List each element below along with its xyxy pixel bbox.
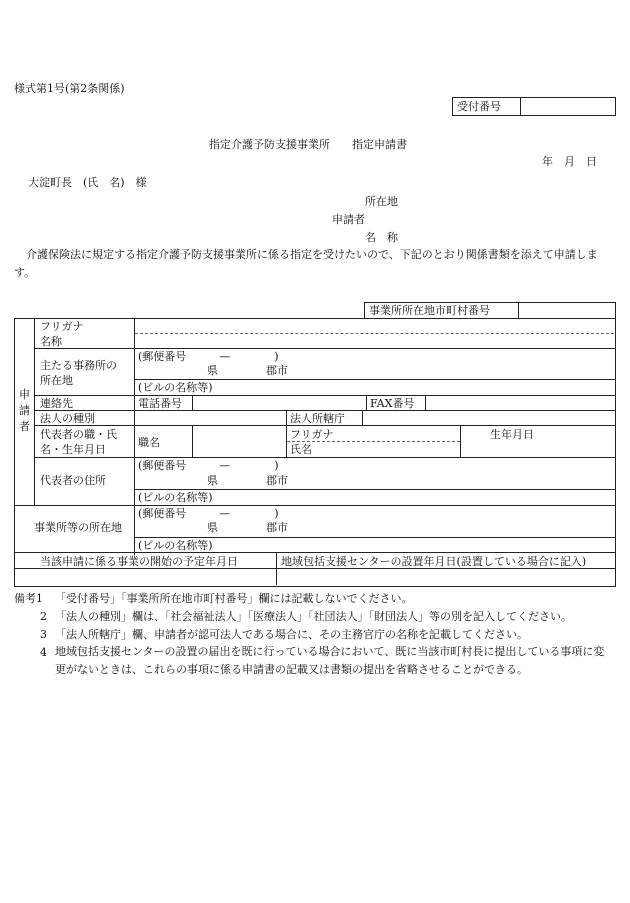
row-line-corp-type [34, 425, 615, 426]
applicant-vertical-label: 申請者 [19, 388, 30, 433]
corp-authority-label: 法人所轄庁 [290, 412, 345, 425]
main-office-pref: 県 [207, 364, 218, 377]
row-line-dates-header [14, 568, 615, 569]
name-label: 名称 [40, 335, 62, 348]
note-4: 地域包括支援センターの設置の届出を既に行っている場合において、既に当該市町村長に提出している事項に変更がないときは、これらの事項に係る申請書の記載又は書類の提出を省略させることができる。 [55, 645, 605, 676]
row-line-name [34, 348, 615, 349]
corp-type-label: 法人の種別 [40, 412, 95, 425]
document-title: 指定介護予防支援事業所 指定申請書 [209, 138, 407, 151]
corp-type-field[interactable] [136, 411, 284, 424]
receipt-divider [520, 97, 521, 116]
rep-label-line1: 代表者の職・氏 [40, 428, 117, 441]
rep-address-postal: (郵便番号 — ) [138, 459, 279, 472]
applicant-name-label: 名 称 [365, 231, 398, 244]
rep-furigana-label: フリガナ [290, 428, 334, 441]
label-column-divider [134, 318, 135, 555]
start-date-label: 当該申請に係る事業の開始の予定年月日 [40, 555, 238, 568]
main-office-building-line [134, 379, 615, 380]
muni-code-field[interactable] [519, 303, 613, 317]
rep-address-building-line [134, 489, 615, 490]
fax-divider-left [366, 395, 367, 410]
corp-authority-divider [286, 410, 287, 457]
addressee: 大淀町長 (氏 名) 様 [28, 176, 147, 189]
birth-divider [460, 425, 461, 457]
office-location-city: 郡市 [266, 521, 288, 534]
furigana-label: フリガナ [40, 320, 84, 333]
muni-code-label: 事業所所在地市町村番号 [369, 304, 490, 317]
row-line-office-location [14, 552, 615, 553]
note-3-label: 3 [40, 628, 47, 641]
start-date-field[interactable] [16, 570, 274, 584]
office-location-building: (ビルの名称等) [138, 539, 213, 552]
job-title-divider [192, 425, 193, 457]
corp-authority-field[interactable] [364, 411, 613, 424]
form-number: 様式第1号(第2条関係) [14, 82, 125, 95]
note-1-label: 備考1 [14, 592, 43, 605]
office-location-label: 事業所等の所在地 [34, 521, 122, 534]
row-line-rep-address [14, 505, 615, 506]
intro-paragraph: 介護保険法に規定する指定介護予防支援事業所に係る指定を受けたいので、下記のとおり関係書類を添えて申請します。 [14, 248, 598, 279]
applicant-address-label: 所在地 [365, 195, 398, 208]
applicant-column-divider [34, 318, 35, 505]
note-4-label: 4 [40, 646, 47, 659]
rep-label-line2: 名・生年月日 [40, 443, 106, 456]
dates-divider [276, 552, 277, 585]
main-office-city: 郡市 [266, 364, 288, 377]
receipt-number-label: 受付番号 [457, 100, 501, 113]
main-office-postal: (郵便番号 — ) [138, 350, 279, 363]
note-1: 「受付番号」「事業所所在地市町村番号」欄には記載しないでください。 [55, 592, 413, 605]
date-line: 年 月 日 [542, 155, 597, 168]
rep-furigana-divider [287, 441, 460, 442]
receipt-number-field[interactable] [522, 98, 613, 114]
furigana-field[interactable] [136, 319, 613, 332]
fax-field[interactable] [427, 396, 613, 409]
main-office-label-line2: 所在地 [40, 374, 73, 387]
office-location-pref: 県 [207, 521, 218, 534]
office-location-building-line [134, 537, 615, 538]
phone-label: 電話番号 [138, 397, 182, 410]
job-title-label: 職名 [138, 436, 160, 449]
row-line-representative [34, 457, 615, 458]
main-office-building: (ビルの名称等) [138, 381, 213, 394]
applicant-label: 申請者 [332, 213, 365, 226]
center-date-field[interactable] [278, 570, 613, 584]
note-2-label: 2 [40, 610, 47, 623]
corp-authority-field-divider [362, 410, 363, 425]
note-3: 「法人所轄庁」欄、申請者が認可法人である場合に、その主務官庁の名称を記載してください。 [55, 628, 528, 641]
office-location-postal: (郵便番号 — ) [138, 507, 279, 520]
phone-field[interactable] [194, 396, 364, 409]
fax-label: FAX番号 [370, 397, 415, 410]
note-2: 「法人の種別」欄は、「社会福祉法人」「医療法人」「社団法人」「財団法人」等の別を記入してください。 [55, 610, 572, 623]
phone-divider [192, 395, 193, 410]
rep-name-label: 氏名 [290, 443, 312, 456]
rep-address-city: 郡市 [266, 474, 288, 487]
center-date-label: 地域包括支援センターの設置年月日(設置している場合に記入) [281, 555, 587, 568]
rep-address-pref: 県 [207, 474, 218, 487]
birth-label: 生年月日 [490, 428, 534, 441]
main-office-label-line1: 主たる事務所の [40, 359, 117, 372]
contact-label: 連絡先 [40, 397, 73, 410]
job-title-field[interactable] [194, 427, 284, 456]
rep-address-building: (ビルの名称等) [138, 491, 213, 504]
rep-address-label: 代表者の住所 [40, 474, 106, 487]
name-field[interactable] [136, 334, 613, 347]
fax-divider-right [425, 395, 426, 410]
